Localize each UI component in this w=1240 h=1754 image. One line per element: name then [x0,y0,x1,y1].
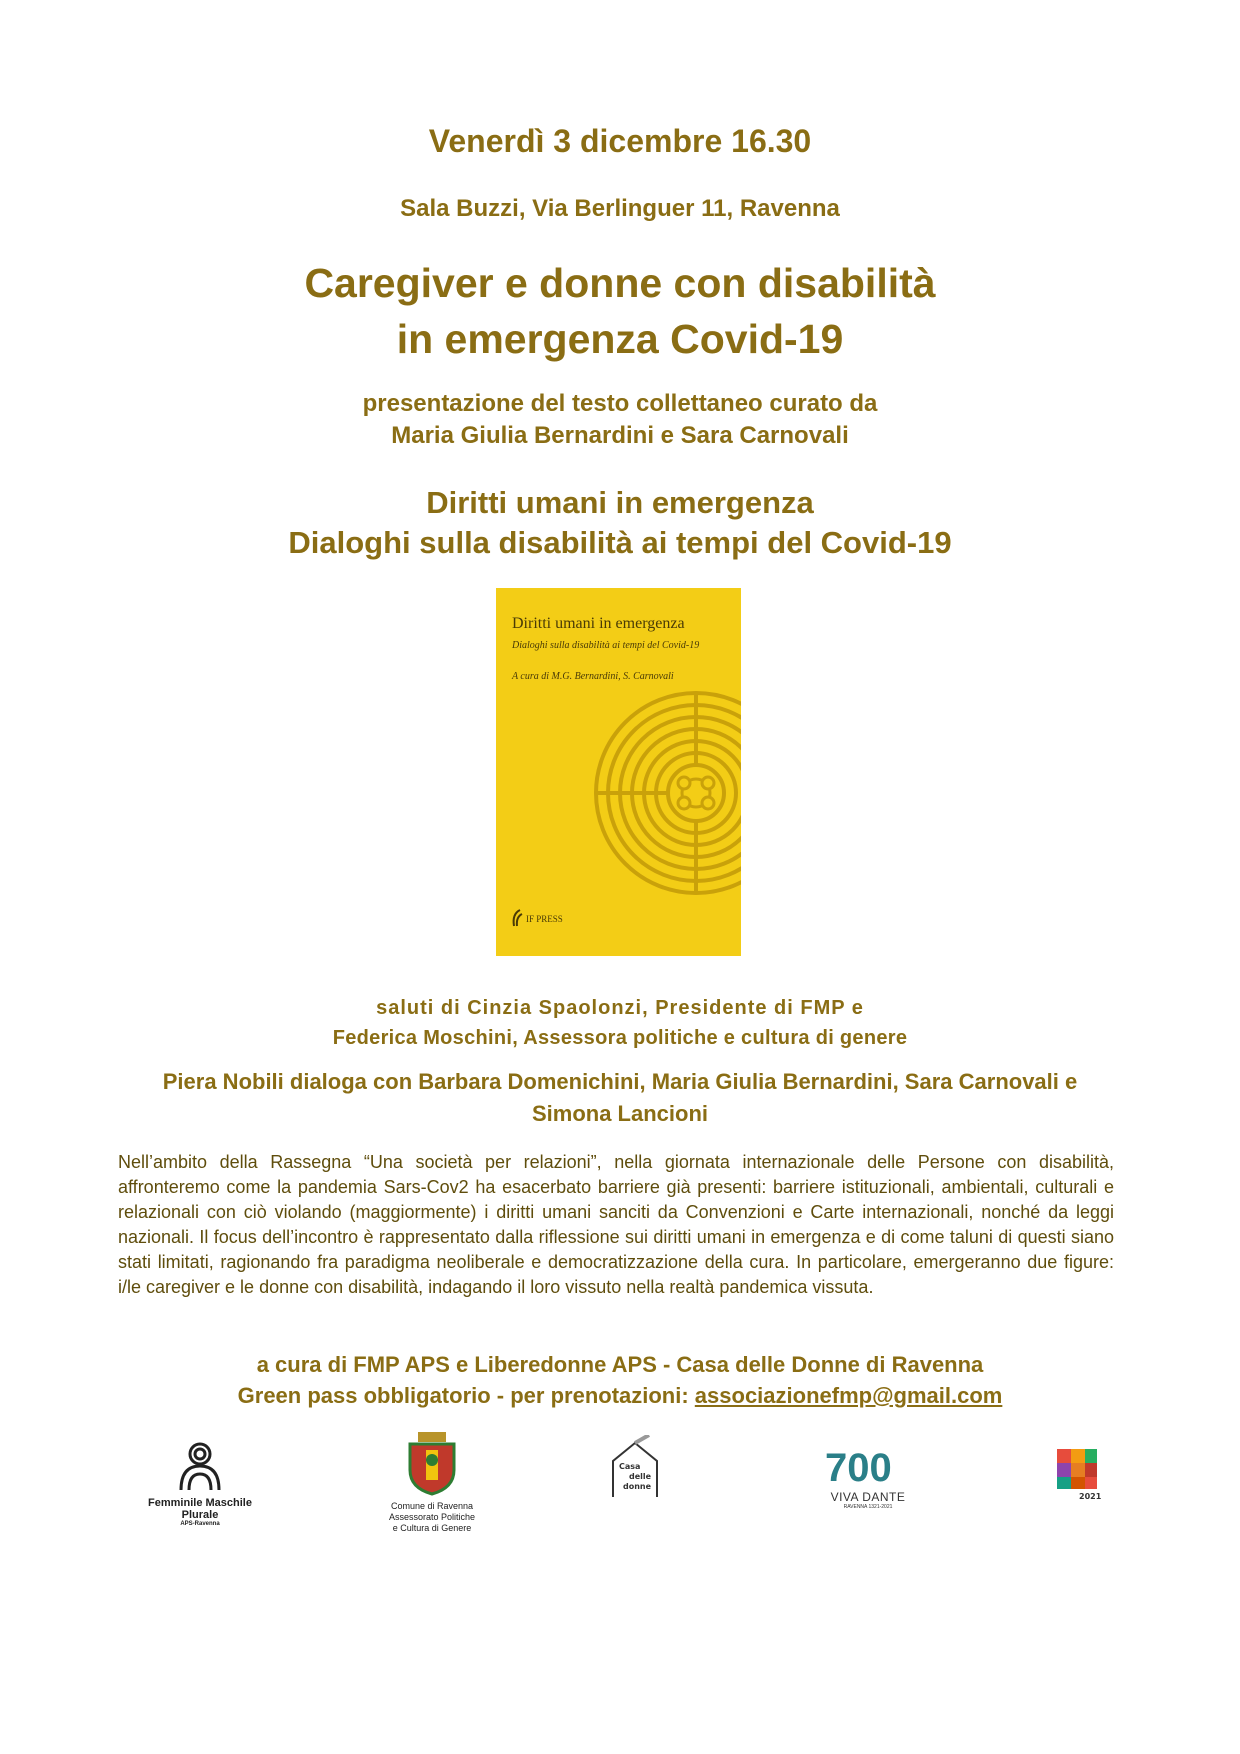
book-cover [496,588,741,956]
comune-line3: e Cultura di Genere [392,1523,472,1533]
house-icon [605,1435,665,1501]
book-cover-authors: A cura di M.G. Bernardini, S. Carnovali [512,671,674,682]
event-description: Nell’ambito della Rassegna “Una società per relazioni”, nella giornata internazionale delle Persone con disabilità, affronteremo come la pandemia Sars-Cov2 ha esacerbato barriere già presenti: barriere istituzionali, ambientali, culturali e relazionali con ciò violando (maggiormente) i diritti umani sanciti da Convenzioni e Carte internazionali, nonché da leggi nazionali. Il focus dell’incontro è rappresentato dalla riflessione sui diritti umani in emergenza e di come taluni di questi siano stati limitati, ragionando fra paradigma neoliberale e democratizzazione della cura. In particolare, emergeranno due figure: i/le caregiver e le donne con disabilità, indagando il loro vissuto nella realtà pandemica vissuta. [118,1152,1114,1297]
presentation-line2: Maria Giulia Bernardini e Sara Carnovali [391,422,849,449]
event-title-line2: in emergenza Covid-19 [396,316,844,362]
dante-years: RAVENNA 1321-2021 [843,1504,893,1510]
presentation-line1: presentazione del testo collettaneo curato da [362,390,878,417]
dante-700-icon [823,1445,913,1485]
book-title-line1: Diritti umani in emergenza [426,485,814,520]
event-title [0,255,1240,367]
casa-delle-donne-logo [600,1435,670,1506]
rassegna-year: 2021 [1078,1492,1101,1501]
green-pass-line [0,1380,1240,1411]
comune-line1: Comune di Ravenna [390,1501,474,1511]
publisher-logo-icon [510,908,524,928]
book-title-heading [0,483,1240,563]
comune-crest-icon [404,1430,460,1496]
fmp-name: Femminile Maschile Plurale [148,1497,252,1521]
casa-text-2: delle [629,1472,652,1481]
labyrinth-icon [576,683,741,903]
viva-dante-logo [818,1445,918,1510]
fmp-logo [130,1440,270,1527]
greetings-line1: saluti di Cinzia Spaolonzi, Presidente di FMP e [376,997,864,1019]
dante-name: VIVA DANTE [830,1490,906,1504]
event-venue: Sala Buzzi, Via Berlinguer 11, Ravenna [400,195,840,222]
comune-ravenna-logo [372,1430,492,1534]
dante-700-text: 700 [825,1446,892,1485]
greetings-line2: Federica Moschini, Assessora politiche e cultura di genere [332,1027,908,1049]
book-cover-subtitle: Dialoghi sulla disabilità ai tempi del Covid-19 [512,640,700,651]
comune-line2: Assessorato Politiche [388,1512,476,1522]
presentation-text [0,388,1240,452]
event-date: Venerdì 3 dicembre 16.30 [428,123,812,159]
fmp-symbol-icon [175,1440,225,1492]
casa-text-1: Casa [619,1462,641,1471]
book-title-line2: Dialoghi sulla disabilità ai tempi del Covid-19 [288,525,952,560]
fmp-subtitle: APS-Ravenna [180,1521,220,1527]
casa-text-3: donne [623,1482,652,1491]
book-cover-title: Diritti umani in emergenza [512,615,685,632]
event-title-line1: Caregiver e donne con disabilità [304,260,936,306]
dialogue-text: Piera Nobili dialoga con Barbara Domenichini, Maria Giulia Bernardini, Sara Carnovali e Simona Lancioni [162,1069,1078,1126]
rassegna-logo [1049,1445,1104,1506]
green-pass-text: Green pass obbligatorio - per prenotazioni: [237,1383,695,1408]
email-link[interactable]: associazionefmp@gmail.com [694,1383,1003,1408]
rassegna-mosaic-icon [1053,1445,1101,1501]
book-cover-publisher: IF PRESS [526,914,563,924]
curated-by: a cura di FMP APS e Liberedonne APS - Casa delle Donne di Ravenna [256,1352,984,1377]
